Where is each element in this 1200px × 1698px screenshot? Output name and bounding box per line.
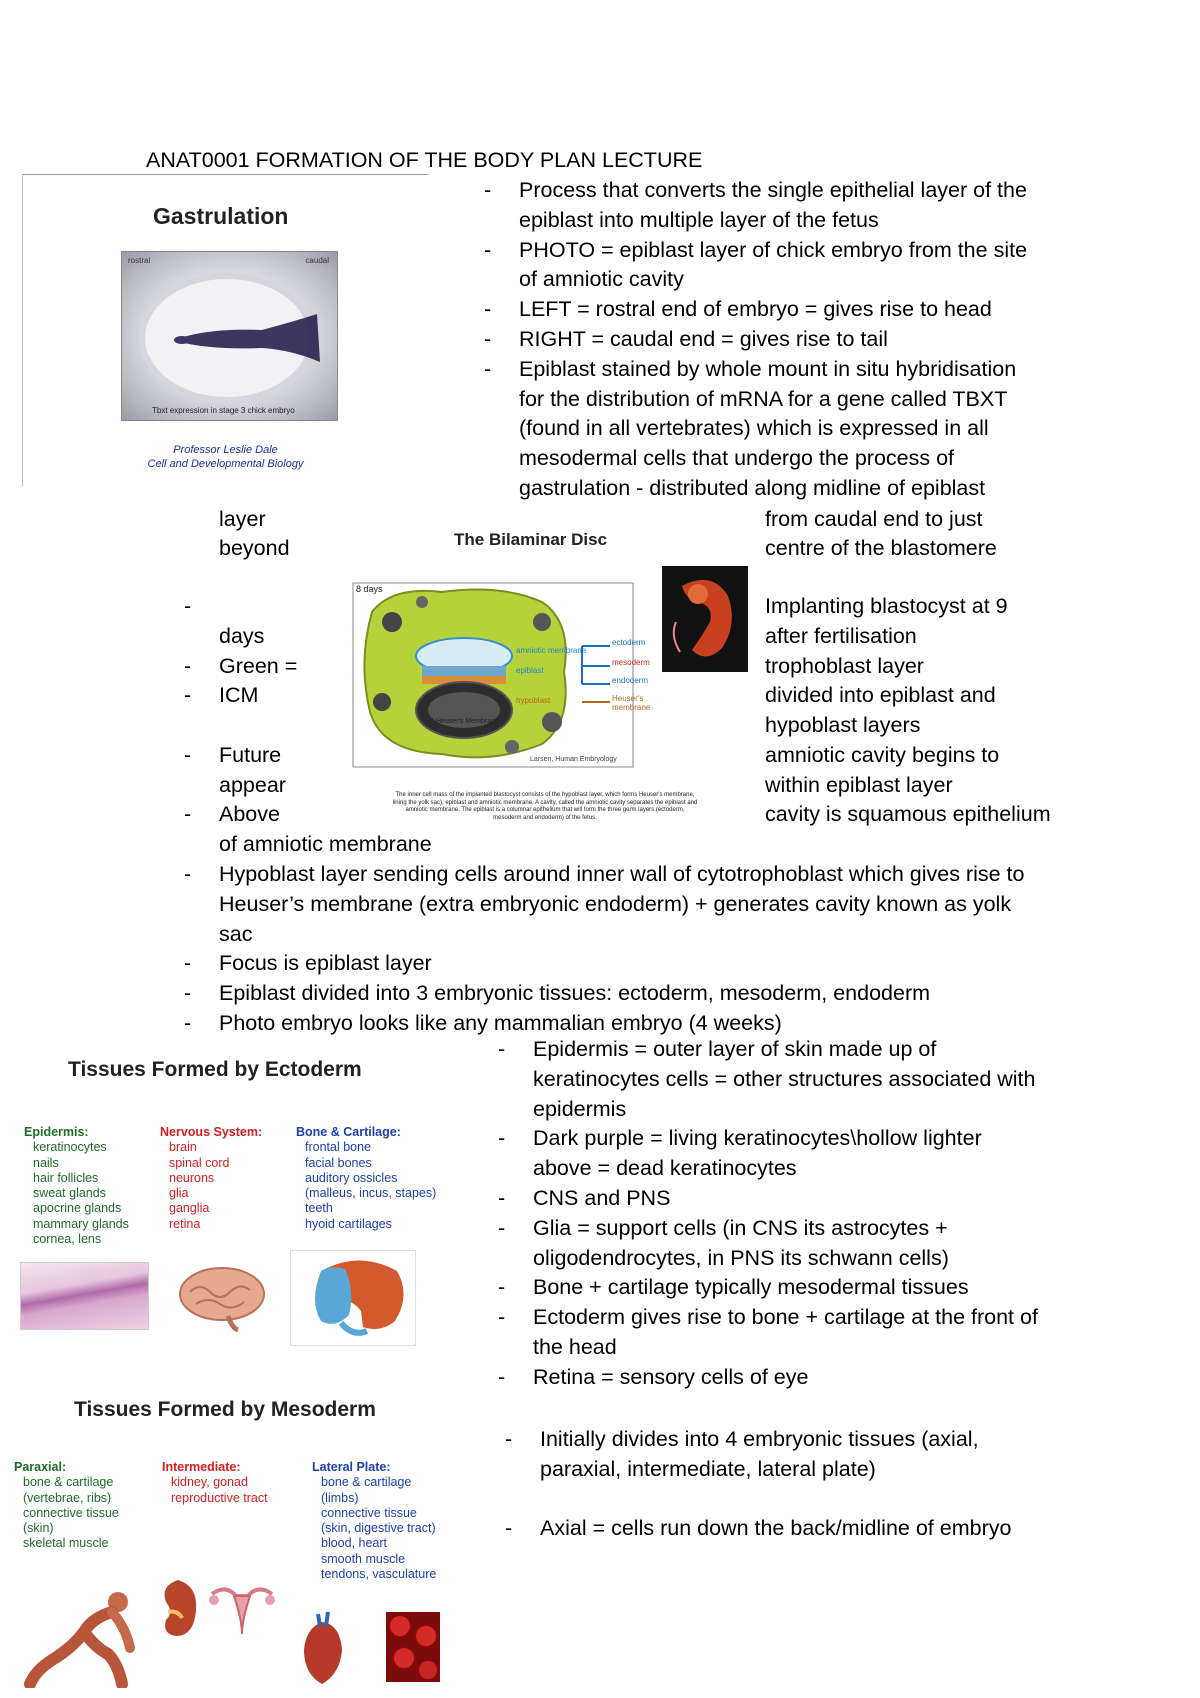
caudal-label: caudal: [305, 256, 329, 265]
uterus-graphic: [206, 1580, 278, 1636]
skull-image: [290, 1250, 416, 1346]
mesoderm-col-paraxial: Paraxial: bone & cartilage (vertebrae, ribs) connective tissue (skin) skeletal muscle: [14, 1460, 119, 1551]
credit-name: Professor Leslie Dale: [173, 444, 278, 456]
reproductive-tract-image: [206, 1580, 278, 1636]
page-title: ANAT0001 FORMATION OF THE BODY PLAN LECTURE: [146, 148, 703, 172]
wrap-text-right: cavity is squamous epithelium: [765, 802, 1051, 826]
gastrulation-notes: [484, 176, 1184, 504]
mesoderm-slide: [6, 1390, 476, 1690]
wrap-text-right: divided into epiblast and: [765, 683, 996, 707]
bullet-dash: -: [184, 683, 192, 707]
skull-graphic: [291, 1251, 415, 1345]
photo-caption: Tbxt expression in stage 3 chick embryo: [152, 406, 295, 415]
list-item: - Initially divides into 4 embryonic tissues (axial, paraxial, intermediate, lateral plate): [505, 1425, 1185, 1485]
heuser-right-label: Heuser's membrane: [612, 694, 651, 712]
list-item: - LEFT = rostral end of embryo = gives rise to head: [484, 295, 1184, 325]
heuser-label: Heuser's Membrane: [436, 718, 499, 725]
list-item: - CNS and PNS: [498, 1184, 1188, 1214]
list-item: - Focus is epiblast layer: [184, 949, 1184, 979]
wrap-text-left: beyond: [219, 536, 290, 560]
wrap-text-right: within epiblast layer: [765, 773, 953, 797]
mesoderm-slide-title: Tissues Formed by Mesoderm: [74, 1398, 376, 1421]
ectoderm-slide-title: Tissues Formed by Ectoderm: [68, 1058, 362, 1081]
embryo-graphic: [662, 566, 748, 672]
list-item: - Glia = support cells (in CNS its astrocytes + oligodendrocytes, in PNS its schwann cells): [498, 1214, 1188, 1274]
gastrulation-slide-title: Gastrulation: [153, 203, 289, 229]
mesoderm-notes: [505, 1425, 1185, 1544]
hypoblast-label: hypoblast: [516, 696, 551, 705]
mesoderm-col-intermediate: Intermediate: kidney, gonad reproductive tract: [162, 1460, 268, 1505]
list-item: - PHOTO = epiblast layer of chick embryo from the site of amniotic cavity: [484, 236, 1184, 296]
amniotic-label: amniotic membrane: [516, 646, 587, 655]
list-item: - Photo embryo looks like any mammalian embryo (4 weeks): [184, 1009, 1184, 1039]
list-item: - Hypoblast layer sending cells around inner wall of cytotrophoblast which gives rise to Heuser’s membrane (extra embryonic endoderm) + generates cavity known as yolk sac: [184, 860, 1184, 949]
bullet-dash: -: [184, 802, 192, 826]
ectoderm-label: ectoderm: [612, 638, 646, 647]
bilaminar-credit: Larsen, Human Embryology: [530, 756, 617, 763]
endoderm-label: endoderm: [612, 676, 649, 685]
list-item: - Bone + cartilage typically mesodermal tissues: [498, 1273, 1188, 1303]
list-item: - RIGHT = caudal end = gives rise to tail: [484, 325, 1184, 355]
muscle-graphic: [22, 1588, 142, 1688]
brain-image: [176, 1262, 268, 1332]
heart-image: [298, 1610, 348, 1688]
wrap-text-left: Above: [219, 802, 280, 826]
days-label: 8 days: [356, 584, 383, 594]
credit-block: [23, 443, 428, 471]
wrap-text-right: after fertilisation: [765, 624, 917, 648]
ectoderm-col-epidermis: Epidermis: keratinocytes nails hair follicles sweat glands apocrine glands mammary glands cornea, lens: [24, 1125, 129, 1247]
embryo-stain-graphic: [122, 252, 337, 420]
wrap-text-left: Future: [219, 743, 282, 767]
list-item: - Epiblast stained by whole mount in situ hybridisation for the distribution of mRNA for a gene called TBXT (found in all vertebrates) which is expressed in all mesodermal cells that undergo the process of gastrulation - distributed along midline of epiblast: [484, 355, 1184, 504]
mesoderm-label: mesoderm: [612, 658, 650, 667]
embryo-photo: [662, 566, 748, 672]
ectoderm-notes: [498, 1035, 1188, 1393]
ectoderm-slide: [14, 1050, 484, 1350]
epiblast-notes: [184, 860, 1184, 1039]
wrap-text-right: centre of the blastomere: [765, 536, 997, 560]
wrap-text-left: ICM: [219, 683, 259, 707]
muscle-figure-image: [22, 1588, 142, 1688]
wrap-text-right: amniotic cavity begins to: [765, 743, 1000, 767]
list-item: - Axial = cells run down the back/midline of embryo: [505, 1514, 1185, 1544]
ectoderm-col-bone: Bone & Cartilage: frontal bone facial bones auditory ossicles (malleus, incus, stapes) teeth hyoid cartilages: [296, 1125, 437, 1231]
heart-graphic: [298, 1610, 348, 1688]
list-item: - Epiblast divided into 3 embryonic tissues: ectoderm, mesoderm, endoderm: [184, 979, 1184, 1009]
epiblast-label: epiblast: [516, 666, 544, 675]
list-item: - Retina = sensory cells of eye: [498, 1363, 1188, 1393]
skin-histology-image: [20, 1262, 149, 1330]
wrap-text-right: trophoblast layer: [765, 654, 924, 678]
kidney-graphic: [156, 1576, 200, 1642]
list-item: - Epidermis = outer layer of skin made up of keratinocytes cells = other structures associated with epidermis: [498, 1035, 1188, 1124]
list-item: - Dark purple = living keratinocytes\hollow lighter above = dead keratinocytes: [498, 1124, 1188, 1184]
chick-embryo-photo: [121, 251, 338, 421]
wrap-text-left: appear: [219, 773, 286, 797]
credit-dept: Cell and Developmental Biology: [147, 458, 304, 470]
wrap-text-continuation: of amniotic membrane: [219, 832, 432, 856]
wrap-text-left: days: [219, 624, 265, 648]
rostral-label: rostral: [128, 256, 151, 265]
wrap-text-right: Implanting blastocyst at 9: [765, 594, 1008, 618]
bullet-dash: -: [184, 743, 192, 767]
wrap-text-left: layer: [219, 507, 266, 531]
brain-graphic: [176, 1262, 268, 1332]
list-item: - Process that converts the single epithelial layer of the epiblast into multiple layer of the fetus: [484, 176, 1184, 236]
blood-cells-image: [386, 1612, 440, 1682]
bilaminar-caption: The inner cell mass of the implanted blastocyst consists of the hypoblast layer, which forms Heuser's membrane, lining the yolk sac), epiblast and amniotic membrane. A cavity, called the amniotic cavity separates the epiblast and amniotic membrane. The epiblast is a columnar epithelium that will form the three germ layers (ectoderm, mesoderm and endoderm) of the fetus.: [392, 792, 698, 821]
mesoderm-col-lateral: Lateral Plate: bone & cartilage (limbs) connective tissue (skin, digestive tract) blood, heart smooth muscle tendons, vasculature: [312, 1460, 437, 1582]
wrap-text-right: from caudal end to just: [765, 507, 983, 531]
wrap-text-left: Green =: [219, 654, 298, 678]
blood-cells-graphic: [386, 1612, 440, 1682]
kidney-image: [156, 1576, 200, 1642]
wrap-text-right: hypoblast layers: [765, 713, 921, 737]
ectoderm-col-nervous: Nervous System: brain spinal cord neurons glia ganglia retina: [160, 1125, 263, 1231]
gastrulation-slide: [22, 174, 428, 486]
bilaminar-slide: [340, 520, 750, 832]
bullet-dash: -: [184, 594, 192, 618]
bilaminar-slide-title: The Bilaminar Disc: [454, 530, 608, 549]
list-item: - Ectoderm gives rise to bone + cartilage at the front of the head: [498, 1303, 1188, 1363]
bullet-dash: -: [184, 654, 192, 678]
